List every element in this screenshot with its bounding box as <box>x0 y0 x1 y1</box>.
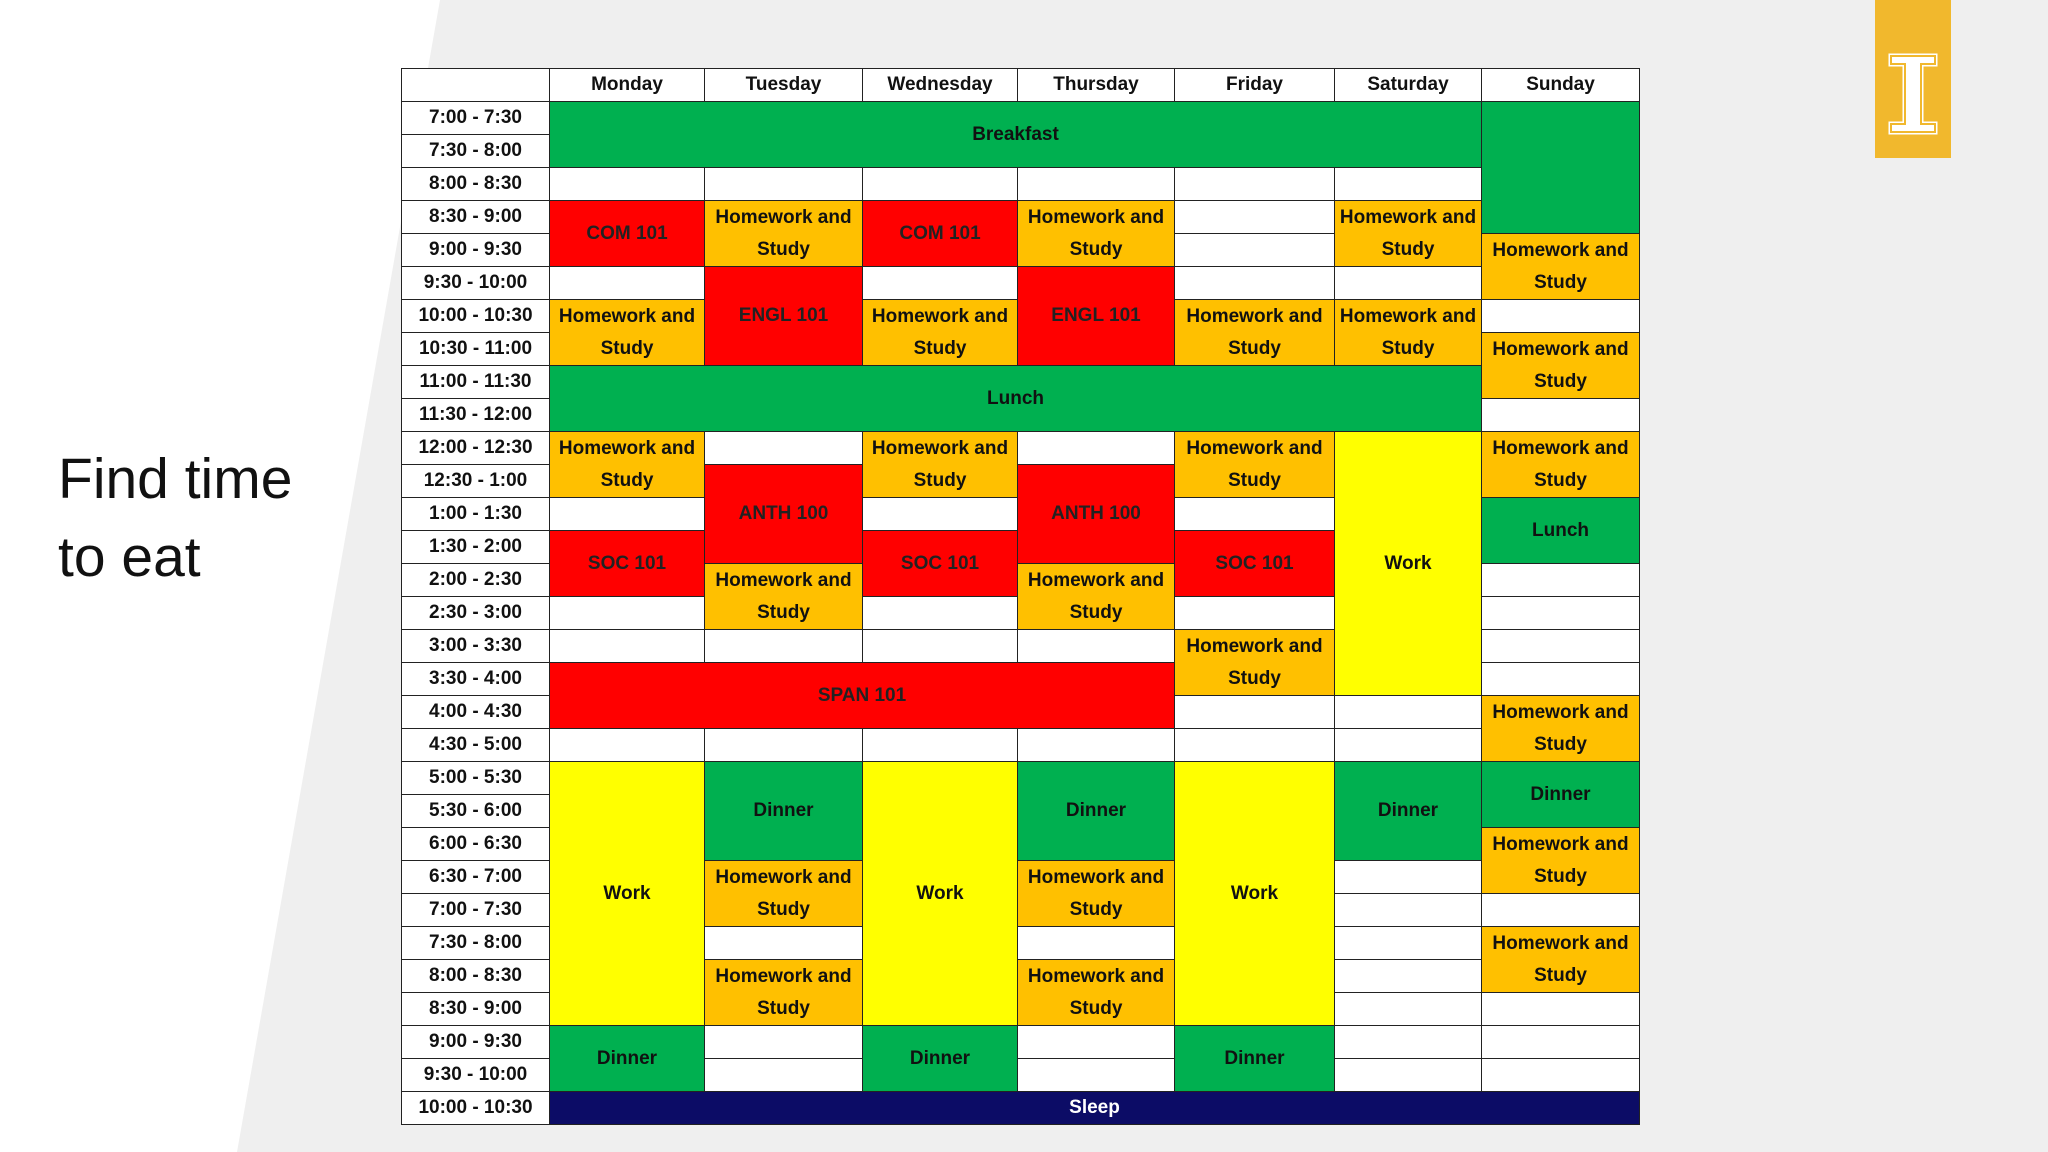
day-header: Friday <box>1175 69 1335 102</box>
time-slot-label: 10:00 - 10:30 <box>402 300 550 333</box>
schedule-event-meal: Dinner <box>1482 762 1640 828</box>
time-row <box>402 432 1640 465</box>
empty-slot <box>1335 960 1482 993</box>
time-row <box>402 762 1640 795</box>
empty-slot <box>1335 993 1482 1026</box>
time-slot-label: 9:00 - 9:30 <box>402 234 550 267</box>
weekly-schedule-table <box>401 68 1640 1125</box>
schedule-event-study: Homework and Study <box>1018 564 1175 630</box>
empty-slot <box>1482 1026 1640 1059</box>
time-slot-label: 10:00 - 10:30 <box>402 1092 550 1125</box>
day-header: Saturday <box>1335 69 1482 102</box>
time-slot-label: 9:30 - 10:00 <box>402 1059 550 1092</box>
day-header: Wednesday <box>863 69 1018 102</box>
time-row <box>402 1092 1640 1125</box>
time-row <box>402 168 1640 201</box>
empty-slot <box>863 597 1018 630</box>
schedule-event-study: Homework and Study <box>1018 201 1175 267</box>
schedule-event-class: ENGL 101 <box>705 267 863 366</box>
day-header: Tuesday <box>705 69 863 102</box>
time-slot-label: 8:30 - 9:00 <box>402 201 550 234</box>
empty-slot <box>1018 630 1175 663</box>
empty-slot <box>1482 399 1640 432</box>
empty-slot <box>1335 927 1482 960</box>
empty-slot <box>1335 729 1482 762</box>
schedule-event-study: Homework and Study <box>1018 861 1175 927</box>
empty-slot <box>705 168 863 201</box>
time-slot-label: 7:00 - 7:30 <box>402 102 550 135</box>
empty-slot <box>1018 168 1175 201</box>
schedule-event-study: Homework and Study <box>863 432 1018 498</box>
empty-slot <box>550 498 705 531</box>
empty-slot <box>1335 894 1482 927</box>
schedule-event-study: Homework and Study <box>1175 300 1335 366</box>
empty-slot <box>1335 267 1482 300</box>
time-slot-label: 1:30 - 2:00 <box>402 531 550 564</box>
empty-slot <box>863 729 1018 762</box>
time-row <box>402 1026 1640 1059</box>
schedule-event-study: Homework and Study <box>1482 432 1640 498</box>
time-slot-label: 10:30 - 11:00 <box>402 333 550 366</box>
empty-slot <box>1482 1059 1640 1092</box>
schedule-event-class: SOC 101 <box>1175 531 1335 597</box>
block-i-icon <box>1875 0 1951 158</box>
schedule-event-work: Work <box>550 762 705 1026</box>
time-slot-label: 11:00 - 11:30 <box>402 366 550 399</box>
time-slot-label: 1:00 - 1:30 <box>402 498 550 531</box>
schedule-event-meal: Breakfast <box>550 102 1482 168</box>
schedule-event-class: SOC 101 <box>550 531 705 597</box>
corner-cell <box>402 69 550 102</box>
empty-slot <box>1482 300 1640 333</box>
slide-title: Find time to eat <box>58 447 293 589</box>
schedule-event-study: Homework and Study <box>1335 300 1482 366</box>
empty-slot <box>1175 696 1335 729</box>
schedule-event-study: Homework and Study <box>550 300 705 366</box>
schedule-event-work: Work <box>1335 432 1482 696</box>
time-row <box>402 366 1640 399</box>
schedule-event-study: Homework and Study <box>1482 927 1640 993</box>
schedule-event-study: Homework and Study <box>1482 828 1640 894</box>
time-slot-label: 6:30 - 7:00 <box>402 861 550 894</box>
empty-slot <box>1482 597 1640 630</box>
time-slot-label: 8:00 - 8:30 <box>402 960 550 993</box>
empty-slot <box>1175 597 1335 630</box>
time-slot-label: 3:30 - 4:00 <box>402 663 550 696</box>
time-slot-label: 8:00 - 8:30 <box>402 168 550 201</box>
schedule-event-meal: Dinner <box>1175 1026 1335 1092</box>
schedule-event-meal: Dinner <box>1335 762 1482 861</box>
time-slot-label: 5:00 - 5:30 <box>402 762 550 795</box>
empty-slot <box>1335 696 1482 729</box>
empty-slot <box>550 729 705 762</box>
empty-slot <box>863 498 1018 531</box>
empty-slot <box>705 729 863 762</box>
schedule-event-meal: Lunch <box>550 366 1482 432</box>
empty-slot <box>863 630 1018 663</box>
empty-slot <box>550 267 705 300</box>
schedule-event-study: Homework and Study <box>1018 960 1175 1026</box>
time-slot-label: 12:00 - 12:30 <box>402 432 550 465</box>
schedule-event-class: ANTH 100 <box>1018 465 1175 564</box>
schedule-event-class: COM 101 <box>550 201 705 267</box>
time-slot-label: 8:30 - 9:00 <box>402 993 550 1026</box>
empty-slot <box>1482 993 1640 1026</box>
time-row <box>402 201 1640 234</box>
time-slot-label: 2:00 - 2:30 <box>402 564 550 597</box>
schedule-event-study: Homework and Study <box>705 201 863 267</box>
empty-slot <box>1018 1059 1175 1092</box>
time-row <box>402 267 1640 300</box>
schedule-event-class: SPAN 101 <box>550 663 1175 729</box>
empty-slot <box>1175 498 1335 531</box>
empty-slot <box>705 432 863 465</box>
empty-slot <box>1175 234 1335 267</box>
schedule-event-class: ANTH 100 <box>705 465 863 564</box>
empty-slot <box>1335 861 1482 894</box>
time-slot-label: 7:00 - 7:30 <box>402 894 550 927</box>
day-header: Thursday <box>1018 69 1175 102</box>
schedule-event-meal: Dinner <box>1018 762 1175 861</box>
empty-slot <box>1175 201 1335 234</box>
schedule-event-work: Work <box>863 762 1018 1026</box>
empty-slot <box>705 630 863 663</box>
empty-slot <box>863 267 1018 300</box>
time-slot-label: 7:30 - 8:00 <box>402 135 550 168</box>
schedule-event-meal: Lunch <box>1482 498 1640 564</box>
day-header: Sunday <box>1482 69 1640 102</box>
empty-slot <box>1175 267 1335 300</box>
schedule-event-meal: Dinner <box>705 762 863 861</box>
time-slot-label: 6:00 - 6:30 <box>402 828 550 861</box>
time-slot-label: 9:30 - 10:00 <box>402 267 550 300</box>
empty-slot <box>1018 1026 1175 1059</box>
empty-slot <box>1175 729 1335 762</box>
university-logo <box>1875 0 1951 158</box>
schedule-event-class: ENGL 101 <box>1018 267 1175 366</box>
schedule-event-study: Homework and Study <box>550 432 705 498</box>
empty-slot <box>1482 663 1640 696</box>
schedule-event-meal <box>1482 102 1640 234</box>
schedule-event-study: Homework and Study <box>705 960 863 1026</box>
empty-slot <box>1018 927 1175 960</box>
empty-slot <box>1018 432 1175 465</box>
empty-slot <box>1018 729 1175 762</box>
empty-slot <box>550 630 705 663</box>
time-row <box>402 102 1640 135</box>
empty-slot <box>1482 894 1640 927</box>
schedule-event-meal: Dinner <box>863 1026 1018 1092</box>
schedule-event-study: Homework and Study <box>1482 696 1640 762</box>
time-row <box>402 729 1640 762</box>
empty-slot <box>1335 1059 1482 1092</box>
empty-slot <box>550 168 705 201</box>
day-header: Monday <box>550 69 705 102</box>
empty-slot <box>863 168 1018 201</box>
schedule-event-study: Homework and Study <box>863 300 1018 366</box>
time-slot-label: 12:30 - 1:00 <box>402 465 550 498</box>
schedule-event-work: Work <box>1175 762 1335 1026</box>
schedule-event-study: Homework and Study <box>705 564 863 630</box>
time-slot-label: 4:00 - 4:30 <box>402 696 550 729</box>
time-slot-label: 4:30 - 5:00 <box>402 729 550 762</box>
empty-slot <box>1335 1026 1482 1059</box>
schedule-event-sleep: Sleep <box>550 1092 1640 1125</box>
time-slot-label: 9:00 - 9:30 <box>402 1026 550 1059</box>
empty-slot <box>1335 168 1482 201</box>
schedule-event-study: Homework and Study <box>705 861 863 927</box>
schedule-event-study: Homework and Study <box>1175 432 1335 498</box>
schedule-event-class: SOC 101 <box>863 531 1018 597</box>
empty-slot <box>1482 630 1640 663</box>
empty-slot <box>1175 168 1335 201</box>
schedule-event-meal: Dinner <box>550 1026 705 1092</box>
time-slot-label: 11:30 - 12:00 <box>402 399 550 432</box>
header-row <box>402 69 1640 102</box>
empty-slot <box>1482 564 1640 597</box>
empty-slot <box>705 1026 863 1059</box>
schedule-event-class: COM 101 <box>863 201 1018 267</box>
time-slot-label: 2:30 - 3:00 <box>402 597 550 630</box>
empty-slot <box>705 1059 863 1092</box>
schedule-event-study: Homework and Study <box>1175 630 1335 696</box>
empty-slot <box>550 597 705 630</box>
time-slot-label: 7:30 - 8:00 <box>402 927 550 960</box>
time-slot-label: 5:30 - 6:00 <box>402 795 550 828</box>
schedule-event-study: Homework and Study <box>1482 234 1640 300</box>
empty-slot <box>705 927 863 960</box>
schedule-event-study: Homework and Study <box>1335 201 1482 267</box>
time-slot-label: 3:00 - 3:30 <box>402 630 550 663</box>
schedule-event-study: Homework and Study <box>1482 333 1640 399</box>
